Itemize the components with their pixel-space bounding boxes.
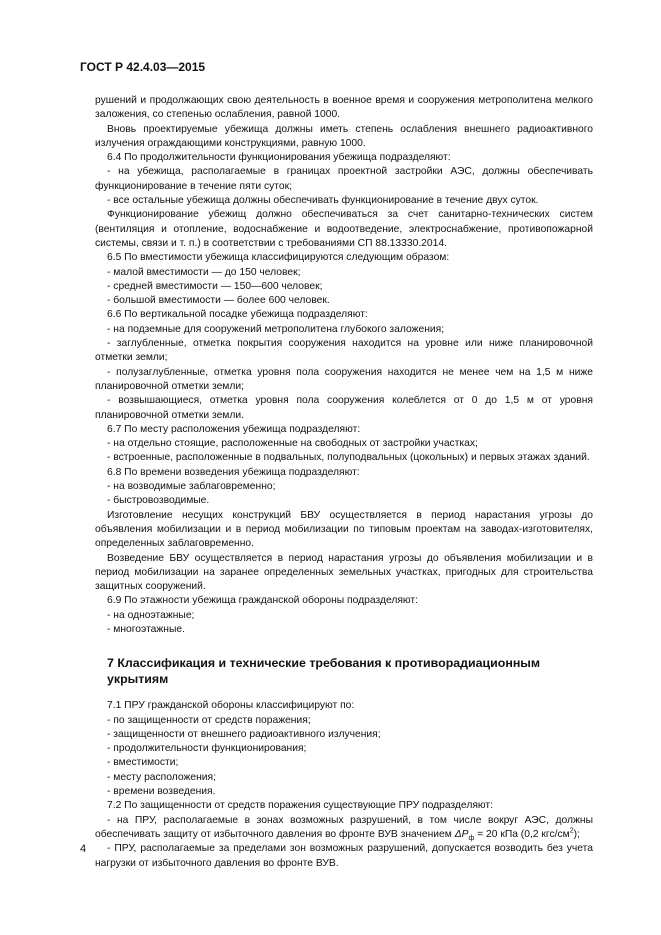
- list-item: - продолжительности функционирования;: [107, 743, 307, 755]
- clause-6-8: 6.8 По времени возведения убежища подразделяют:: [107, 466, 360, 478]
- list-item: - на подземные для сооружений метрополитена глубокого заложения;: [107, 323, 445, 335]
- clause-6-9: 6.9 По этажности убежища гражданской обороны подразделяют:: [107, 595, 418, 607]
- clause-6-5: 6.5 По вместимости убежища классифицируются следующим образом:: [107, 252, 450, 264]
- list-item: - месту расположения;: [107, 771, 216, 783]
- pressure-subscript: ф: [468, 835, 475, 842]
- list-item-pressure: [95, 814, 593, 843]
- page-number: 4: [80, 843, 87, 855]
- paragraph: Возведение БВУ осуществляется в период нарастания угрозы до объявления мобилизации и в период мобилизации на заранее определенных земельных участках, пригодных для строительства защитных сооружений.: [95, 552, 593, 593]
- list-item: - малой вместимости — до 150 человек;: [107, 266, 301, 278]
- list-item: - на возводимые заблаговременно;: [107, 481, 276, 493]
- list-item: - все остальные убежища должны обеспечивать функционирование в течение двух суток.: [107, 195, 539, 207]
- section-heading: 7 Классификация и технические требования к противорадиационным укрытиям: [107, 656, 541, 687]
- list-item: - средней вместимости — 150—600 человек;: [107, 280, 323, 292]
- clause-7-1: 7.1 ПРУ гражданской обороны классифицируют по:: [107, 700, 355, 712]
- pressure-text-before: - на ПРУ, располагаемые в зонах возможных разрушений, в том числе вокруг АЭС, должны обеспечивать защиту от избыточного давления во фронте ВУВ значением: [95, 814, 593, 840]
- clause-6-4: 6.4 По продолжительности функционирования убежища подразделяют:: [107, 152, 451, 164]
- list-item: - по защищенности от средств поражения;: [107, 714, 311, 726]
- list-item: - возвышающиеся, отметка уровня пола сооружения колеблется от 0 до 1,5 м от уровня планировочной отметки земли.: [95, 395, 593, 421]
- list-item: - на одноэтажные;: [107, 609, 195, 621]
- list-item: - многоэтажные.: [107, 623, 185, 635]
- paragraph: Функционирование убежищ должно обеспечиваться за счет санитарно-технических систем (вентиляция и отопление, водоснабжение и водоотведение, электроснабжение, противопожарной системы, связи и т. п.) в соответствии с требованиями СП 88.13330.2014.: [95, 209, 593, 249]
- list-item: - встроенные, расположенные в подвальных, полуподвальных (цокольных) и первых этажах зданий.: [107, 452, 590, 464]
- list-item: - на отдельно стоящие, расположенные на свободных от застройки участках;: [107, 438, 478, 450]
- list-item: - быстровозводимые.: [107, 495, 210, 507]
- list-item: - ПРУ, располагаемые за пределами зон возможных разрушений, допускается возводить без учета нагрузки от избыточного давления во фронте ВУВ.: [95, 843, 593, 869]
- list-item: - времени возведения.: [107, 786, 216, 798]
- pressure-text-after: = 20 кПа (0,2 кгс/см: [474, 828, 570, 840]
- document-body: [95, 94, 593, 871]
- list-item: - на убежища, располагаемые в границах проектной застройки АЭС, должны обеспечивать функционирование в течение пяти суток;: [95, 166, 593, 192]
- clause-7-2: 7.2 По защищенности от средств поражения существующие ПРУ подразделяют:: [107, 800, 493, 812]
- pressure-superscript: 2: [569, 827, 574, 835]
- paragraph: Вновь проектируемые убежища должны иметь степень ослабления внешнего радиоактивного излучения ограждающими конструкциями, равную 1000.: [95, 123, 593, 149]
- clause-6-7: 6.7 По месту расположения убежища подразделяют:: [107, 423, 361, 435]
- clause-6-6: 6.6 По вертикальной посадке убежища подразделяют:: [107, 309, 368, 321]
- paragraph: рушений и продолжающих свою деятельность в военное время и сооружения метрополитена мелкого заложения, со степенью ослабления, равной 1000.: [95, 95, 593, 121]
- list-item: - защищенности от внешнего радиоактивного излучения;: [107, 728, 381, 740]
- document-header: ГОСТ Р 42.4.03—2015: [80, 60, 206, 74]
- pressure-text-end: );: [573, 828, 580, 840]
- list-item: - большой вместимости — более 600 человек.: [107, 295, 330, 307]
- list-item: - заглубленные, отметка покрытия сооружения находится на уровне или ниже планировочной отметки земли;: [95, 338, 593, 364]
- list-item: - вместимости;: [107, 757, 179, 769]
- list-item: - полузаглубленные, отметка уровня пола сооружения находится не менее чем на 1,5 м ниже планировочной отметки земли;: [95, 366, 593, 392]
- paragraph: Изготовление несущих конструкций БВУ осуществляется в период нарастания угрозы до объявления мобилизации и в период мобилизации по типовым проектам на заводах-изготовителях, определенных заблаговременно.: [95, 509, 593, 550]
- pressure-symbol: ΔP: [454, 828, 469, 840]
